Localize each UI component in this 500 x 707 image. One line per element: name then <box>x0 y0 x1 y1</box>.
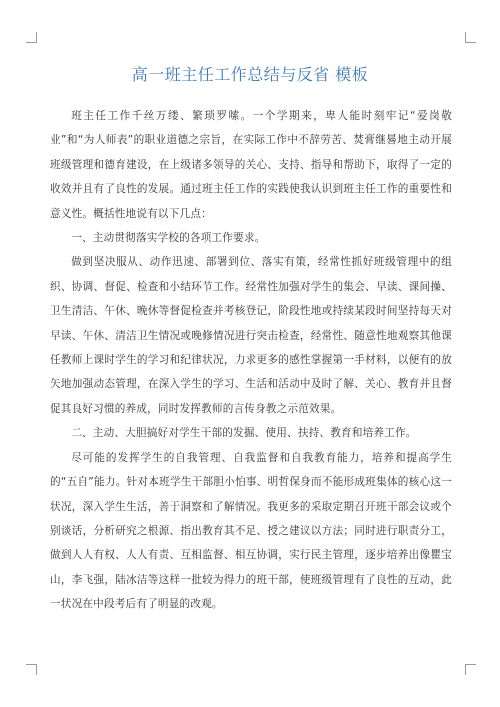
section-heading-2: 二、主动、大胆搞好对学生干部的发掘、使用、扶持、教育和培养工作。 <box>71 427 417 440</box>
document-title: 高一班主任工作总结与反省 模板 <box>131 65 369 84</box>
crop-mark-bottom-right <box>465 664 476 675</box>
intro-paragraph: 班主任工作千丝万缕、繁琐罗嗦。一个学期来，卑人能时刻牢记“爱岗敬业”和“为人师表”的职业道德之宗旨，在实际工作中不辞劳苦、焚膏继晷地主动开展班级管理和德育建设，在上级诸多领导的关心、支持、指导和帮助下，取得了一定的收效并且有了良性的发展。通过班主任工作的实践使我认识到班主任工作的重要性和意义性。概括性地说有以下几点： <box>50 110 452 220</box>
section-heading-1: 一、主动贯彻落实学校的各项工作要求。 <box>71 232 266 245</box>
crop-mark-bottom-left <box>26 664 37 675</box>
crop-mark-top-left <box>26 32 37 43</box>
crop-mark-top-right <box>465 32 476 43</box>
section-2-paragraph: 尽可能的发挥学生的自我管理、自我监督和自我教育能力，培养和提高学生的“五自”能力。针对本班学生干部胆小怕事、明哲保身而不能形成班集体的核心这一状况，深入学生生活，善于洞察和了解情况。我更多的采取定期召开班干部会议或个别谈话，分析研究之根源、指出教育其不足、授之建议以方法；同时进行职责分工，做到人人有权、人人有责、互相监督、相互协调，实行民主管理，逐步培养出像瞿宝山，李飞强，陆冰洁等这样一批较为得力的班干部，使班级管理有了良性的互动，此一状况在中段考后有了明显的改观。 <box>50 451 452 611</box>
section-1-paragraph: 做到坚决服从、动作迅速、部署到位、落实有策，经常性抓好班级管理中的组织、协调、督促、检查和小结环节工作。经常性加强对学生的集会、早读、课间操、卫生清洁、午休、晚休等督促检查并考核登记，阶段性地或持续某段时间坚持每天对早读、午休、清洁卫生情况或晚修情况进行突击检查，经常性、随意性地观察其他课任教师上课时学生的学习和纪律状况，力求更多的感性掌握第一手材料，以便有的放矢地加强动态管理，在深入学生的学习、生活和活动中及时了解、关心、教育并且督促其良好习惯的养成，同时发挥教师的言传身教之示范效果。 <box>50 256 452 415</box>
document-body <box>50 104 452 617</box>
